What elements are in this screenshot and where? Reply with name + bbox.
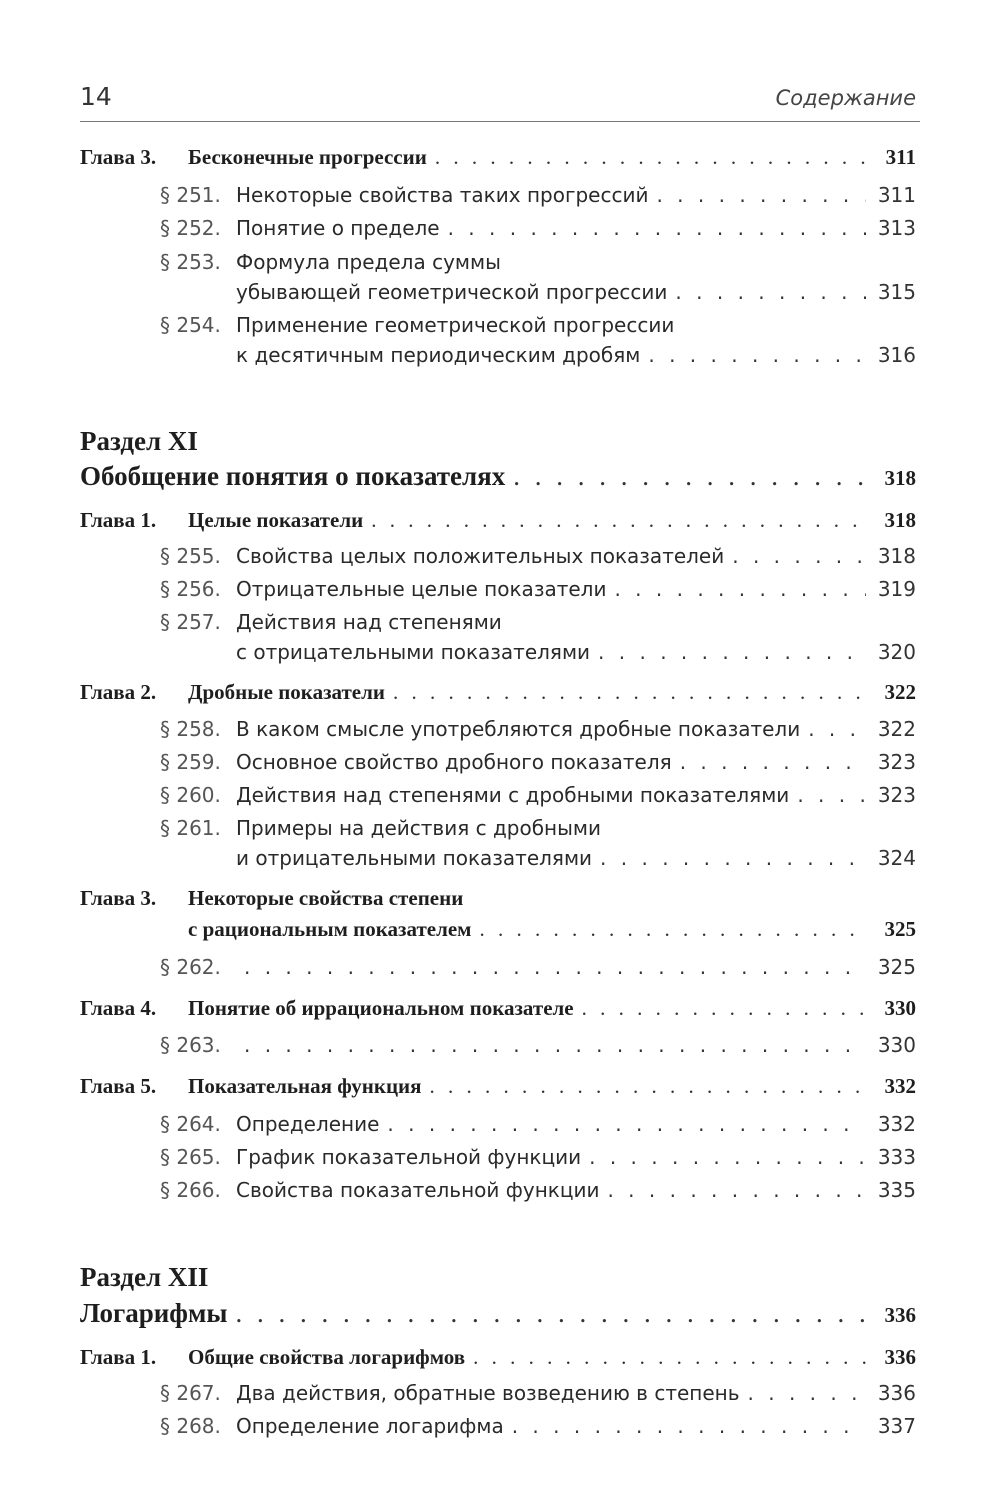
section-number: § 260. <box>160 783 221 807</box>
leader-dots <box>371 508 866 533</box>
toc-section-line[interactable] <box>160 250 916 274</box>
page-ref: 324 <box>877 846 916 870</box>
section-title-line1: Действия над степенями <box>236 610 502 634</box>
section-number: § 264. <box>160 1112 221 1136</box>
header-rule <box>80 121 920 122</box>
leader-dots <box>235 1298 866 1329</box>
leader-dots <box>435 145 866 170</box>
toc-section-line[interactable] <box>160 816 916 840</box>
section-number: § 261. <box>160 816 221 840</box>
section-title: Определение логарифма <box>236 1414 504 1438</box>
section-number: § 257. <box>160 610 221 634</box>
section-title-line2: и отрицательными показателями <box>236 846 593 870</box>
toc-chapter[interactable] <box>80 145 916 170</box>
page-number: 14 <box>80 82 112 111</box>
toc-section[interactable] <box>236 343 916 367</box>
toc-section[interactable] <box>160 1381 916 1405</box>
toc-section[interactable] <box>236 640 916 664</box>
section-number: § 254. <box>160 313 221 337</box>
chapter-title: Целые показатели <box>188 508 364 532</box>
toc-section-line[interactable] <box>160 313 916 337</box>
toc-section[interactable] <box>160 216 916 240</box>
leader-dots <box>244 1033 866 1057</box>
section-title-line2: с отрицательными показателями <box>236 640 591 664</box>
toc-chapter[interactable] <box>80 1345 916 1370</box>
section-title: Свойства целых положительных показателей <box>236 544 725 568</box>
toc-section[interactable] <box>160 1112 916 1136</box>
section-number: § 258. <box>160 717 221 741</box>
section-number: § 252. <box>160 216 221 240</box>
part-label: Раздел XII <box>80 1262 209 1292</box>
leader-dots <box>387 1112 866 1136</box>
toc-section[interactable] <box>160 1414 916 1438</box>
section-title-line2: к десятичным периодическим дробям <box>236 343 641 367</box>
page-ref: 336 <box>877 1381 916 1405</box>
leader-dots <box>607 1178 866 1202</box>
leader-dots <box>582 996 866 1021</box>
leader-dots <box>748 1381 866 1405</box>
chapter-title-line1: Некоторые свойства степени <box>188 886 464 910</box>
section-title: Основное свойство дробного показателя <box>236 750 672 774</box>
chapter-label: Глава 3. <box>80 145 157 169</box>
chapter-title: Дробные показатели <box>188 680 385 704</box>
chapter-title-line2: с рациональным показателем <box>188 917 472 941</box>
section-title-line1: Формула предела суммы <box>236 250 501 274</box>
chapter-title: Показательная функция <box>188 1074 422 1098</box>
leader-dots <box>614 577 866 601</box>
toc-chapter[interactable] <box>80 508 916 533</box>
page-ref: 330 <box>877 1033 916 1057</box>
chapter-label: Глава 1. <box>80 1345 157 1369</box>
toc-section-line[interactable] <box>160 610 916 634</box>
page-ref: 318 <box>877 544 916 568</box>
leader-dots <box>648 343 866 367</box>
page-ref: 313 <box>877 216 916 240</box>
page-ref: 325 <box>884 917 916 941</box>
page-ref: 333 <box>877 1145 916 1169</box>
chapter-label: Глава 3. <box>80 886 157 910</box>
chapter-label: Глава 1. <box>80 508 157 532</box>
page-ref: 315 <box>877 280 916 304</box>
page-ref: 325 <box>877 955 916 979</box>
chapter-label: Глава 2. <box>80 680 157 704</box>
page-ref: 335 <box>877 1178 916 1202</box>
section-number: § 266. <box>160 1178 221 1202</box>
leader-dots <box>244 955 866 979</box>
section-number: § 268. <box>160 1414 221 1438</box>
page-ref: 318 <box>884 466 916 490</box>
leader-dots <box>598 640 866 664</box>
section-number: § 267. <box>160 1381 221 1405</box>
toc-section[interactable] <box>160 544 916 568</box>
section-title: Понятие о пределе <box>236 216 440 240</box>
leader-dots <box>430 1074 866 1099</box>
chapter-label: Глава 5. <box>80 1074 157 1098</box>
leader-dots <box>680 750 866 774</box>
toc-section[interactable] <box>160 750 916 774</box>
part-title: Логарифмы <box>80 1298 228 1328</box>
running-header <box>80 82 920 118</box>
toc-section[interactable] <box>160 1033 916 1057</box>
leader-dots <box>675 280 866 304</box>
section-title: Некоторые свойства таких прогрессий <box>236 183 649 207</box>
running-title: Содержание <box>775 86 916 110</box>
toc-chapter-line[interactable] <box>80 886 463 911</box>
page-ref: 336 <box>884 1345 916 1369</box>
page-ref: 318 <box>884 508 916 532</box>
section-number: § 251. <box>160 183 221 207</box>
section-number: § 262. <box>160 955 221 979</box>
part-label: Раздел XI <box>80 426 198 456</box>
toc-chapter[interactable] <box>80 680 916 705</box>
page-ref: 337 <box>877 1414 916 1438</box>
leader-dots <box>512 1414 866 1438</box>
toc-section[interactable] <box>160 955 916 979</box>
section-number: § 265. <box>160 1145 221 1169</box>
leader-dots <box>797 783 866 807</box>
section-title-line1: Применение геометрической прогрессии <box>236 313 675 337</box>
page-ref: 330 <box>884 996 916 1020</box>
toc-chapter[interactable] <box>80 996 916 1021</box>
page-ref: 316 <box>877 343 916 367</box>
chapter-title: Общие свойства логарифмов <box>188 1345 466 1369</box>
section-number: § 263. <box>160 1033 221 1057</box>
section-number: § 259. <box>160 750 221 774</box>
leader-dots <box>480 917 867 942</box>
toc-chapter[interactable] <box>80 1074 916 1099</box>
section-title: Отрицательные целые показатели <box>236 577 607 601</box>
section-number: § 253. <box>160 250 221 274</box>
toc-part[interactable] <box>80 1298 916 1329</box>
leader-dots <box>656 183 866 207</box>
page-ref: 322 <box>884 680 916 704</box>
section-title-line1: Примеры на действия с дробными <box>236 816 602 840</box>
page-ref: 336 <box>884 1303 916 1327</box>
leader-dots <box>589 1145 866 1169</box>
part-title: Обобщение понятия о показателях <box>80 461 506 491</box>
toc-section[interactable] <box>160 717 916 741</box>
toc-section[interactable] <box>160 1145 916 1169</box>
section-title: График показательной функции <box>236 1145 582 1169</box>
section-title: Действия над степенями с дробными показателями <box>236 783 790 807</box>
page-ref: 323 <box>877 750 916 774</box>
toc-section[interactable] <box>160 783 916 807</box>
leader-dots <box>448 216 866 240</box>
section-title: Свойства показательной функции <box>236 1178 600 1202</box>
page-ref: 332 <box>884 1074 916 1098</box>
page-ref: 311 <box>885 145 916 169</box>
page-ref: 323 <box>877 783 916 807</box>
section-title: Два действия, обратные возведению в степень <box>236 1381 740 1405</box>
leader-dots <box>513 461 866 492</box>
toc-part[interactable] <box>80 461 916 492</box>
chapter-title: Бесконечные прогрессии <box>188 145 427 169</box>
chapter-title: Понятие об иррациональном показателе <box>188 996 574 1020</box>
chapter-label: Глава 4. <box>80 996 157 1020</box>
toc-section[interactable] <box>236 846 916 870</box>
leader-dots <box>732 544 866 568</box>
page-ref: 320 <box>877 640 916 664</box>
section-number: § 255. <box>160 544 221 568</box>
toc-section[interactable] <box>160 183 916 207</box>
toc-chapter[interactable] <box>188 917 916 942</box>
section-title-line2: убывающей геометрической прогрессии <box>236 280 668 304</box>
page-ref: 332 <box>877 1112 916 1136</box>
toc-section[interactable] <box>160 577 916 601</box>
leader-dots <box>600 846 866 870</box>
page-ref: 311 <box>877 183 916 207</box>
toc-section[interactable] <box>160 1178 916 1202</box>
page-ref: 319 <box>877 577 916 601</box>
section-number: § 256. <box>160 577 221 601</box>
leader-dots <box>473 1345 866 1370</box>
section-title: В каком смысле употребляются дробные показатели <box>236 717 801 741</box>
toc-section[interactable] <box>236 280 916 304</box>
page-ref: 322 <box>877 717 916 741</box>
leader-dots <box>393 680 866 705</box>
leader-dots <box>808 717 866 741</box>
section-title: Определение <box>236 1112 380 1136</box>
